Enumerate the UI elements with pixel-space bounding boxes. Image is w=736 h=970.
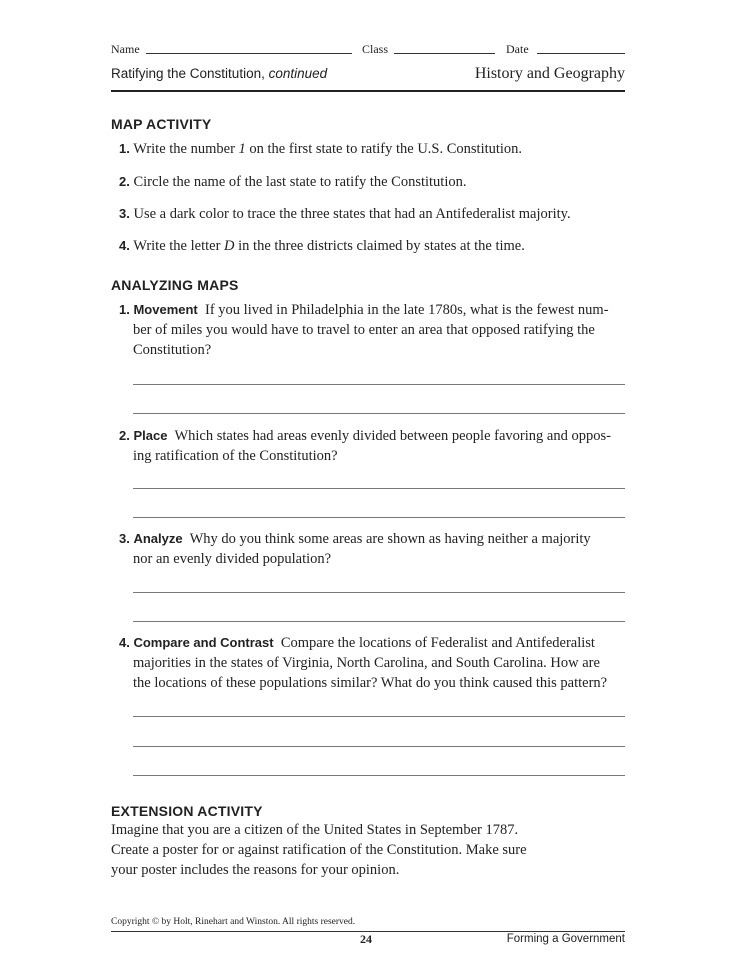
subject-label: History and Geography: [474, 65, 625, 82]
answer-line[interactable]: [133, 413, 625, 414]
copyright-notice: Copyright © by Holt, Rinehart and Winston. All rights reserved.: [111, 917, 356, 927]
answer-line[interactable]: [133, 384, 625, 385]
question-4: 4. Compare and Contrast Compare the locations of Federalist and Antifederalist majorities in the states of Virginia, North Carolina, and South Carolina. How are the locations of these populations similar? What do you think caused this pattern?: [119, 635, 608, 691]
page-number: 24: [360, 932, 372, 946]
map-activity-item-3: 3. Use a dark color to trace the three states that had an Antifederalist majority.: [119, 206, 571, 222]
answer-line[interactable]: [133, 488, 625, 489]
unit-title: Forming a Government: [506, 933, 625, 945]
name-label: Name: [111, 42, 140, 56]
extension-activity-title: EXTENSION ACTIVITY: [111, 803, 263, 819]
analyzing-maps-title: ANALYZING MAPS: [111, 277, 239, 293]
answer-line[interactable]: [133, 592, 625, 593]
map-activity-item-2: 2. Circle the name of the last state to ratify the Constitution.: [119, 174, 467, 190]
answer-line[interactable]: [133, 775, 625, 776]
date-field[interactable]: [537, 53, 625, 54]
map-activity-item-1: 1. Write the number 1 on the first state to ratify the U.S. Constitution.: [119, 141, 523, 157]
question-1: 1. Movement If you lived in Philadelphia in the late 1780s, what is the fewest num- ber of miles you would have to travel to enter an area that opposed ratifying the Constitution?: [119, 302, 609, 358]
header-divider: [111, 90, 625, 92]
question-2: 2. Place Which states had areas evenly divided between people favoring and oppos- ing ratification of the Constitution?: [119, 428, 611, 464]
worksheet-title: Ratifying the Constitution, continued: [111, 66, 328, 81]
answer-line[interactable]: [133, 621, 625, 622]
question-3: 3. Analyze Why do you think some areas are shown as having neither a majority nor an evenly divided population?: [119, 531, 591, 567]
extension-activity-text: Imagine that you are a citizen of the United States in September 1787. Create a poster for or against ratification of the Constitution. Make sure your poster includes the reasons for your opinion.: [111, 822, 527, 878]
name-field[interactable]: [146, 53, 352, 54]
class-label: Class: [362, 42, 389, 56]
answer-line[interactable]: [133, 517, 625, 518]
class-field[interactable]: [394, 53, 495, 54]
date-label: Date: [506, 42, 529, 56]
worksheet-header: [111, 66, 625, 88]
answer-line[interactable]: [133, 746, 625, 747]
answer-line[interactable]: [133, 716, 625, 717]
map-activity-item-4: 4. Write the letter D in the three districts claimed by states at the time.: [119, 238, 525, 254]
student-info-row: [111, 42, 625, 58]
map-activity-title: MAP ACTIVITY: [111, 116, 212, 132]
